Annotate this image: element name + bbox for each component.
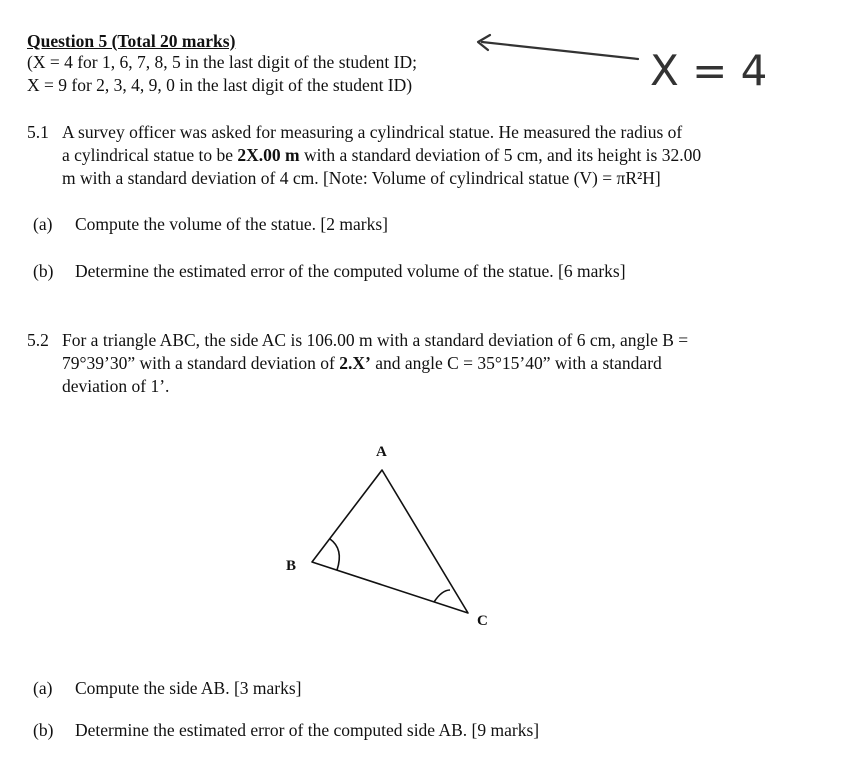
vertex-label-a: A [376,444,387,460]
q51-b-label: (b) [33,261,54,281]
vertex-label-c: C [477,613,488,629]
q52-angle-b-sd: 2.X’ [339,353,371,373]
handwritten-arrow-icon [482,42,638,59]
q51-line-2-start: a cylindrical statue to be [62,145,238,165]
q51-number: 5.1 [27,122,49,142]
q52-number: 5.2 [27,330,49,350]
q51-radius-value: 2X.00 m [237,145,300,165]
handwritten-annotation [470,25,800,105]
q52-line-3: deviation of 1’. [62,376,170,396]
header-rule-1: (X = 4 for 1, 6, 7, 8, 5 in the last digit of the student ID; [27,52,417,72]
q51-a-label: (a) [33,214,53,234]
q51-line-1: A survey officer was asked for measuring a cylindrical statue. He measured the radius of [62,122,683,142]
q51-a-text: Compute the volume of the statue. [2 marks] [75,214,388,234]
q52-line-1: For a triangle ABC, the side AC is 106.00 m with a standard deviation of 6 cm, angle B = [62,330,689,350]
handwritten-x-equals-4: X = 4 [650,46,768,95]
q51-line-2-end: with a standard deviation of 5 cm, and its height is 32.00 [299,145,702,165]
q51-line-2 [62,144,701,166]
header-rule-2: X = 9 for 2, 3, 4, 9, 0 in the last digit of the student ID) [27,75,413,95]
q52-line-2-start: 79°39’30” with a standard deviation of [62,353,340,373]
q52-a-text: Compute the side AB. [3 marks] [75,678,302,698]
q52-line-2-end: and angle C = 35°15’40” with a standard [370,353,662,373]
triangle-abc-diagram [270,430,510,640]
q51-line-3: m with a standard deviation of 4 cm. [Note: Volume of cylindrical statue (V) = πR²H] [62,168,661,188]
q52-line-2 [62,352,662,374]
q52-b-text: Determine the estimated error of the computed side AB. [9 marks] [75,720,540,740]
q52-b-label: (b) [33,720,54,740]
q51-b-text: Determine the estimated error of the computed volume of the statue. [6 marks] [75,261,626,281]
q52-a-label: (a) [33,678,53,698]
question-title: Question 5 (Total 20 marks) [27,31,236,51]
vertex-label-b: B [286,558,297,574]
angle-c-arc [434,590,450,602]
angle-b-arc [330,539,339,570]
